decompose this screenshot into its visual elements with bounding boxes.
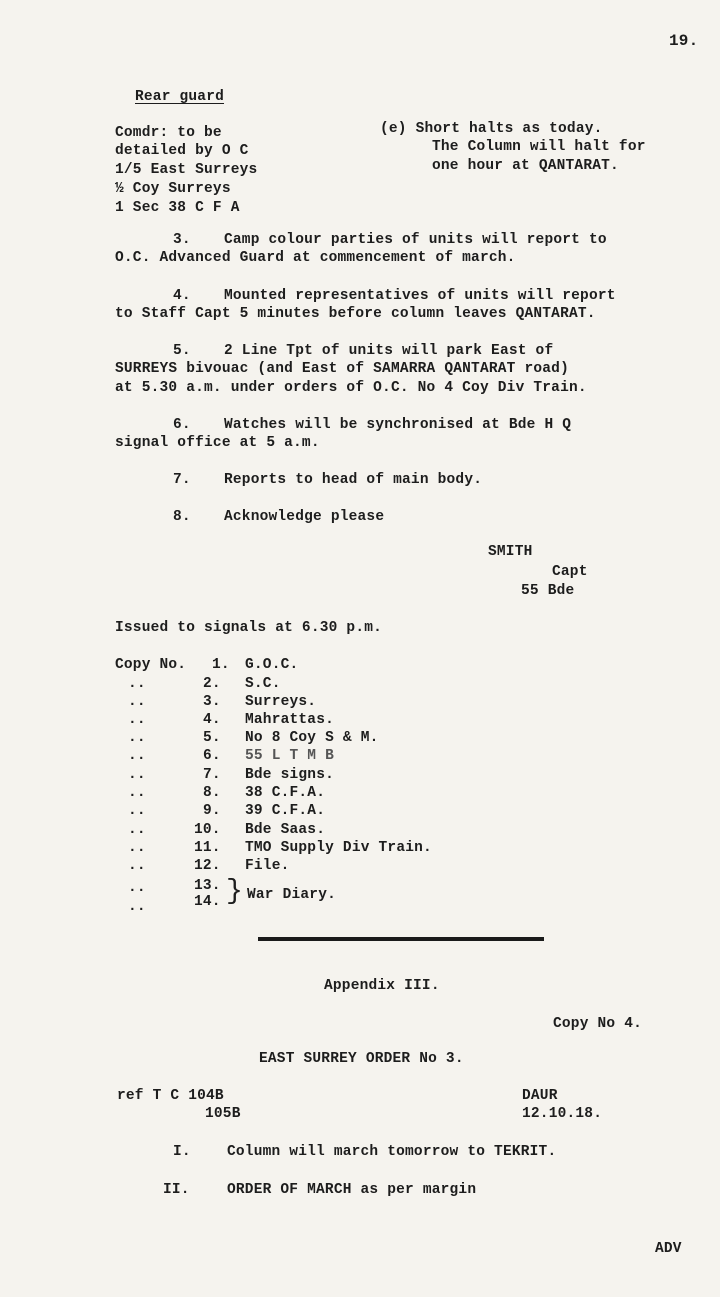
copy-number: 1. xyxy=(212,657,230,673)
halts-line: The Column will halt for xyxy=(432,139,646,155)
appendix-copy-no: Copy No 4. xyxy=(553,1016,643,1032)
paragraph-number: 6. xyxy=(173,417,191,433)
brace-mark: } xyxy=(226,876,243,907)
copy-recipient: G.O.C. xyxy=(245,657,299,673)
signature-name: SMITH xyxy=(488,544,533,560)
order-item-text: ORDER OF MARCH as per margin xyxy=(227,1182,477,1198)
copy-recipient: 38 C.F.A. xyxy=(245,785,326,801)
copy-recipient: TMO Supply Div Train. xyxy=(245,840,432,856)
ditto-mark: .. xyxy=(128,785,146,801)
ditto-mark: .. xyxy=(128,712,146,728)
paragraph-text: Acknowledge please xyxy=(224,509,385,525)
order-item-number: II. xyxy=(163,1182,190,1198)
ditto-mark: .. xyxy=(128,822,146,838)
ditto-mark: .. xyxy=(128,899,146,915)
order-place: DAUR xyxy=(522,1088,558,1104)
paragraph-text: Watches will be synchronised at Bde H Q xyxy=(224,417,572,433)
copy-recipient: File. xyxy=(245,858,290,874)
page-number: 19. xyxy=(669,32,699,50)
paragraph-number: 8. xyxy=(173,509,191,525)
ditto-mark: .. xyxy=(128,858,146,874)
halts-line: one hour at QANTARAT. xyxy=(432,158,619,174)
paragraph-text: to Staff Capt 5 minutes before column leaves QANTARAT. xyxy=(115,306,596,322)
ditto-mark: .. xyxy=(128,803,146,819)
copy-number: 8. xyxy=(203,785,221,801)
footer-catchword: ADV xyxy=(655,1241,682,1257)
order-date: 12.10.18. xyxy=(522,1106,603,1122)
signature-rank: Capt xyxy=(552,564,588,580)
copy-number: 6. xyxy=(203,748,221,764)
appendix-title: Appendix III. xyxy=(324,978,440,994)
paragraph-text: O.C. Advanced Guard at commencement of march. xyxy=(115,250,516,266)
copy-recipient: Mahrattas. xyxy=(245,712,335,728)
rear-guard-line: detailed by O C xyxy=(115,143,249,159)
ditto-mark: .. xyxy=(128,748,146,764)
paragraph-text: signal office at 5 a.m. xyxy=(115,435,320,451)
paragraph-text: Mounted representatives of units will report xyxy=(224,288,616,304)
ditto-mark: .. xyxy=(128,840,146,856)
paragraph-text: SURREYS bivouac (and East of SAMARRA QANTARAT road) xyxy=(115,361,569,377)
copy-label: Copy No. xyxy=(115,657,187,673)
paragraph-text: Reports to head of main body. xyxy=(224,472,483,488)
rear-guard-line: ½ Coy Surreys xyxy=(115,181,231,197)
ditto-mark: .. xyxy=(128,676,146,692)
copy-number: 10. xyxy=(194,822,221,838)
copy-recipient: 39 C.F.A. xyxy=(245,803,326,819)
copy-recipient: Surreys. xyxy=(245,694,317,710)
copy-recipient: No 8 Coy S & M. xyxy=(245,730,379,746)
paragraph-number: 5. xyxy=(173,343,191,359)
rear-guard-line: Comdr: to be xyxy=(115,125,222,141)
signature-unit: 55 Bde xyxy=(521,583,575,599)
copy-number: 7. xyxy=(203,767,221,783)
reference-second: 105B xyxy=(205,1106,241,1122)
copy-number: 11. xyxy=(194,840,221,856)
paragraph-text: 2 Line Tpt of units will park East of xyxy=(224,343,554,359)
rear-guard-line: 1 Sec 38 C F A xyxy=(115,200,240,216)
rear-guard-line: 1/5 East Surreys xyxy=(115,162,258,178)
section-divider xyxy=(258,937,544,941)
copy-recipient: Bde signs. xyxy=(245,767,335,783)
paragraph-text: at 5.30 a.m. under orders of O.C. No 4 Coy Div Train. xyxy=(115,380,587,396)
copy-number: 5. xyxy=(203,730,221,746)
copy-number: 12. xyxy=(194,858,221,874)
copy-number: 13. xyxy=(194,878,221,894)
order-title: EAST SURREY ORDER No 3. xyxy=(259,1051,464,1067)
copy-number: 2. xyxy=(203,676,221,692)
ditto-mark: .. xyxy=(128,767,146,783)
copy-recipient: 55 L T M B xyxy=(245,748,335,764)
paragraph-text: Camp colour parties of units will report to xyxy=(224,232,607,248)
copy-number: 14. xyxy=(194,894,221,910)
copy-number: 4. xyxy=(203,712,221,728)
ditto-mark: .. xyxy=(128,880,146,896)
copy-number: 9. xyxy=(203,803,221,819)
ditto-mark: .. xyxy=(128,730,146,746)
paragraph-number: 7. xyxy=(173,472,191,488)
paragraph-number: 3. xyxy=(173,232,191,248)
ditto-mark: .. xyxy=(128,694,146,710)
paragraph-number: 4. xyxy=(173,288,191,304)
copy-number: 3. xyxy=(203,694,221,710)
reference: ref T C 104B xyxy=(117,1088,224,1104)
copy-recipient: S.C. xyxy=(245,676,281,692)
copy-recipient: Bde Saas. xyxy=(245,822,326,838)
halts-line: (e) Short halts as today. xyxy=(380,121,603,137)
rear-guard-heading: Rear guard xyxy=(135,89,225,105)
war-diary: War Diary. xyxy=(247,887,337,903)
order-item-text: Column will march tomorrow to TEKRIT. xyxy=(227,1144,557,1160)
issued-line: Issued to signals at 6.30 p.m. xyxy=(115,620,383,636)
order-item-number: I. xyxy=(173,1144,191,1160)
